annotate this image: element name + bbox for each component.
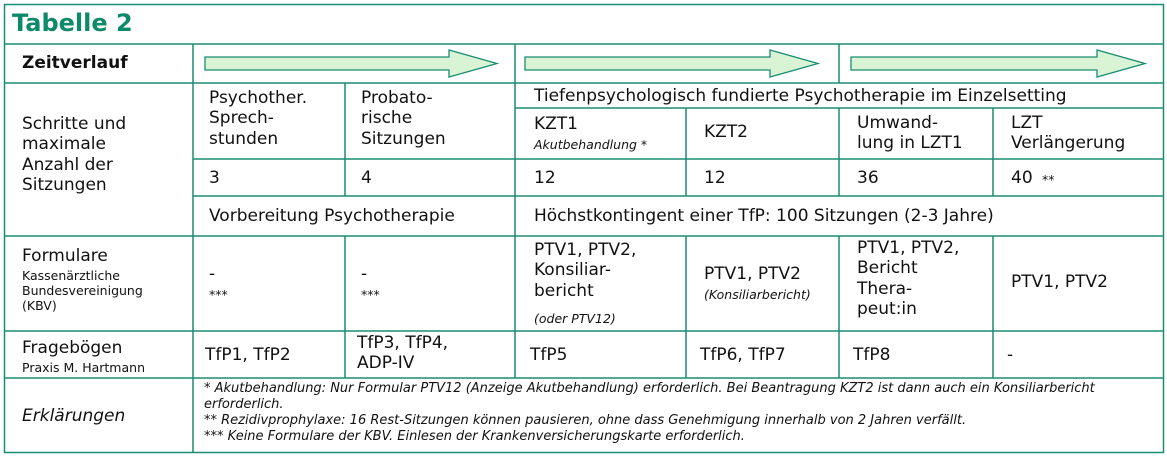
step-umwandlung: Umwand- lung in LZT1 [857,113,963,154]
count-umwandlung: 36 [857,168,879,188]
row-label-formulare: Formulare [22,246,108,266]
timeline-arrow-2 [525,50,818,77]
count-kzt1: 12 [534,168,556,188]
row-label-schritte: Schritte und maximale Anzahl der Sitzungen [22,114,127,196]
explanation-akutbehandlung: * Akutbehandlung: Nur Formular PTV12 (Anzeige Akutbehandlung) erforderlich. Bei Beantragung KZT2 ist dann auch ein Konsiliarbericht erforderlich. [204,381,1095,412]
step-kzt1-note: Akutbehandlung * [534,137,648,152]
formular-umwandlung: PTV1, PTV2, Bericht Thera- peut:in [857,238,960,320]
tp-header: Tiefenpsychologisch fundierte Psychotherapie im Einzelsetting [534,86,1067,106]
formular-kzt2-note: (Konsiliarbericht) [704,287,811,302]
row-sublabel-kbv: Kassenärztliche Bundesvereinigung (KBV) [22,268,143,313]
count-kzt2: 12 [704,168,726,188]
hoechstkontingent-label: Höchstkontingent einer TfP: 100 Sitzungen (2-3 Jahre) [534,206,994,226]
row-sublabel-praxis: Praxis M. Hartmann [22,360,145,375]
row-label-zeitverlauf: Zeitverlauf [22,53,128,73]
vorbereitung-label: Vorbereitung Psychotherapie [209,206,455,226]
fragebogen-umwandlung: TfP8 [853,345,891,365]
row-label-frageboegen: Fragebögen [22,338,123,358]
timeline-arrow-1 [205,50,497,77]
explanation-rezidivprophylaxe: ** Rezidivprophylaxe: 16 Rest-Sitzungen können pausieren, ohne dass Genehmigung innerhalb von 2 Jahren verfällt. [204,412,967,428]
fragebogen-lzt: - [1007,345,1014,365]
step-kzt2: KZT2 [704,122,748,142]
step-sprechstunden: Psychother. Sprech- stunden [209,88,308,149]
formular-sprechstunden: - [209,264,216,284]
formular-lzt: PTV1, PTV2 [1011,272,1108,292]
count-lzt-mark: ** [1042,172,1055,187]
formular-kzt1-note: (oder PTV12) [534,311,616,326]
count-probatorik: 4 [361,168,372,188]
count-sprechstunden: 3 [209,168,220,188]
fragebogen-kzt1: TfP5 [530,345,568,365]
step-probatorik: Probato- rische Sitzungen [361,88,446,149]
formular-probatorik-note: *** [361,287,380,302]
timeline-arrow-3 [851,50,1145,77]
formular-sprechstunden-note: *** [209,287,228,302]
step-kzt1: KZT1 [534,114,578,134]
explanations [204,381,1154,444]
count-lzt: 40 [1011,168,1033,188]
formular-kzt2: PTV1, PTV2 [704,264,801,284]
table-title: Tabelle 2 [12,9,133,37]
formular-probatorik: - [361,264,368,284]
explanation-keine-formulare: *** Keine Formulare der KBV. Einlesen der Krankenversicherungskarte erforderlich. [204,428,745,444]
fragebogen-kzt2: TfP6, TfP7 [700,345,786,365]
row-label-erklaerungen: Erklärungen [22,406,126,426]
fragebogen-sprechstunden: TfP1, TfP2 [205,345,291,365]
step-lzt: LZT Verlängerung [1011,113,1126,154]
formular-kzt1: PTV1, PTV2, Konsiliar- bericht [534,240,637,301]
fragebogen-probatorik: TfP3, TfP4, ADP-IV [357,333,449,374]
